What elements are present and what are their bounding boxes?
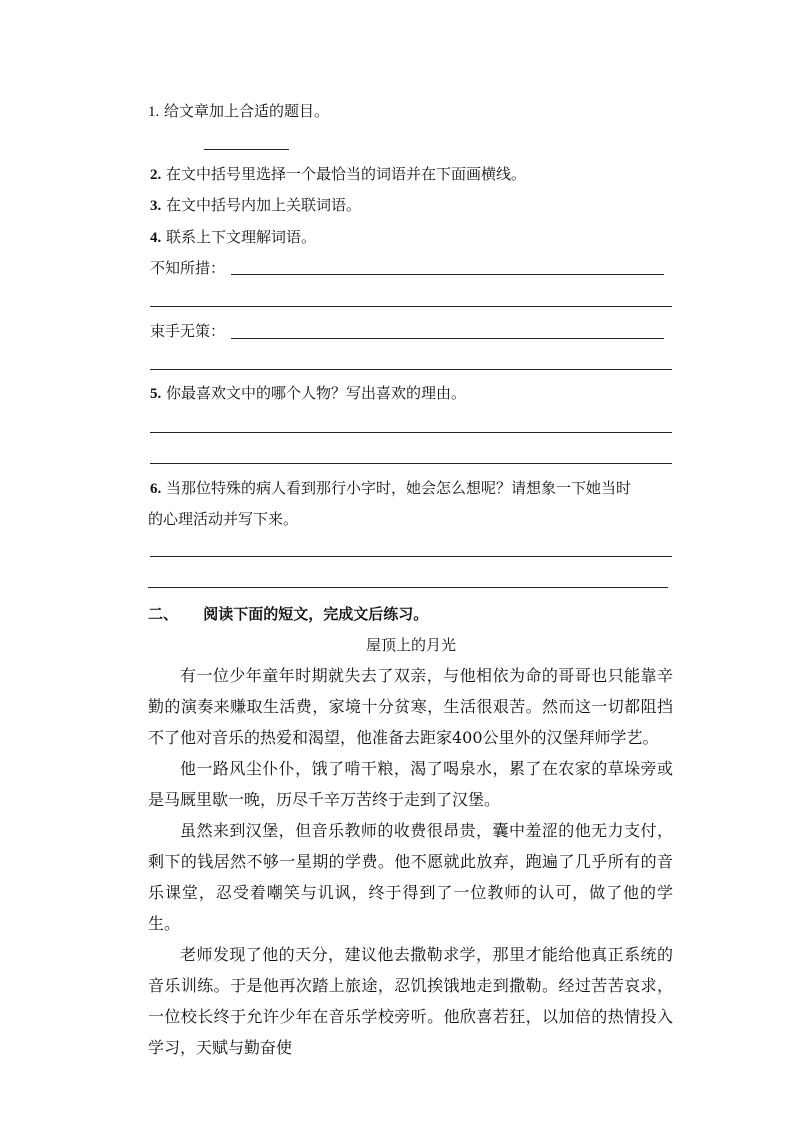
answer-line-term2-b[interactable] xyxy=(150,369,672,370)
passage-paragraph: 虽然来到汉堡，但音乐教师的收费很昂贵，囊中羞涩的他无力支付，剩下的钱居然不够一星期的学费。他不愿就此放弃，跑遍了几乎所有的音乐课堂，忍受着嘲笑与讥讽，终于得到了一位教师的认可，做了他的学生。 xyxy=(148,821,673,933)
question-text: 在文中括号内加上关联词语。 xyxy=(166,196,362,214)
answer-line-q5-a[interactable] xyxy=(150,432,672,433)
question-text: 当那位特殊的病人看到那行小字时，她会怎么想呢？请想象一下她当时 xyxy=(166,479,632,497)
answer-line-q6-a[interactable] xyxy=(150,556,672,557)
answer-line-q5-b[interactable] xyxy=(150,463,672,464)
section-number: 二、 xyxy=(148,605,179,623)
section-instruction: 阅读下面的短文，完成文后练习。 xyxy=(203,605,429,623)
question-number: 2. xyxy=(150,167,162,183)
question-5 xyxy=(150,383,466,404)
question-6-line1 xyxy=(150,478,631,499)
question-number: 3. xyxy=(150,198,162,214)
passage-paragraph: 老师发现了他的天分，建议他去撒勒求学，那里才能给他真正系统的音乐训练。于是他再次踏上旅途，忍饥挨饿地走到撒勒。经过苦苦哀求，一位校长终于允许少年在音乐学校旁听。他欣喜若狂，以加倍的热情投入学习，天赋与勤奋使 xyxy=(148,945,673,1057)
term-label-2: 束手无策： xyxy=(150,322,226,340)
answer-line-term1-a[interactable] xyxy=(231,274,664,275)
question-text: 联系上下文理解词语。 xyxy=(166,228,317,246)
section-2-heading xyxy=(148,603,428,624)
question-6-line2: 的心理活动并写下来。 xyxy=(148,510,299,528)
passage-body xyxy=(148,660,673,1063)
answer-line-q6-b[interactable] xyxy=(148,587,668,588)
question-2 xyxy=(150,164,526,185)
passage-title: 屋顶上的月光 xyxy=(366,636,457,654)
answer-line-term1-b[interactable] xyxy=(150,306,672,307)
question-text: 给文章加上合适的题目。 xyxy=(164,102,330,120)
question-4 xyxy=(150,227,316,248)
passage-paragraph: 他一路风尘仆仆，饿了啃干粮，渴了喝泉水，累了在农家的草垛旁或是马厩里歇一晚，历尽千辛万苦终于走到了汉堡。 xyxy=(148,759,673,809)
question-number: 1. xyxy=(148,104,160,120)
answer-line-title[interactable] xyxy=(204,149,289,150)
question-number: 5. xyxy=(150,386,162,402)
question-number: 4. xyxy=(150,230,162,246)
question-number: 6. xyxy=(150,481,162,497)
question-1 xyxy=(148,101,329,122)
question-3 xyxy=(150,195,361,216)
question-text: 在文中括号里选择一个最恰当的词语并在下面画横线。 xyxy=(166,165,527,183)
term-label-1: 不知所措： xyxy=(150,259,226,277)
passage-paragraph: 有一位少年童年时期就失去了双亲，与他相依为命的哥哥也只能靠辛勤的演奏来赚取生活费，家境十分贫寒，生活很艰苦。然而这一切都阻挡不了他对音乐的热爱和渴望，他准备去距家400公里外的汉堡拜师学艺。 xyxy=(148,666,673,747)
question-text: 你最喜欢文中的哪个人物？写出喜欢的理由。 xyxy=(166,384,467,402)
answer-line-term2-a[interactable] xyxy=(231,338,664,339)
